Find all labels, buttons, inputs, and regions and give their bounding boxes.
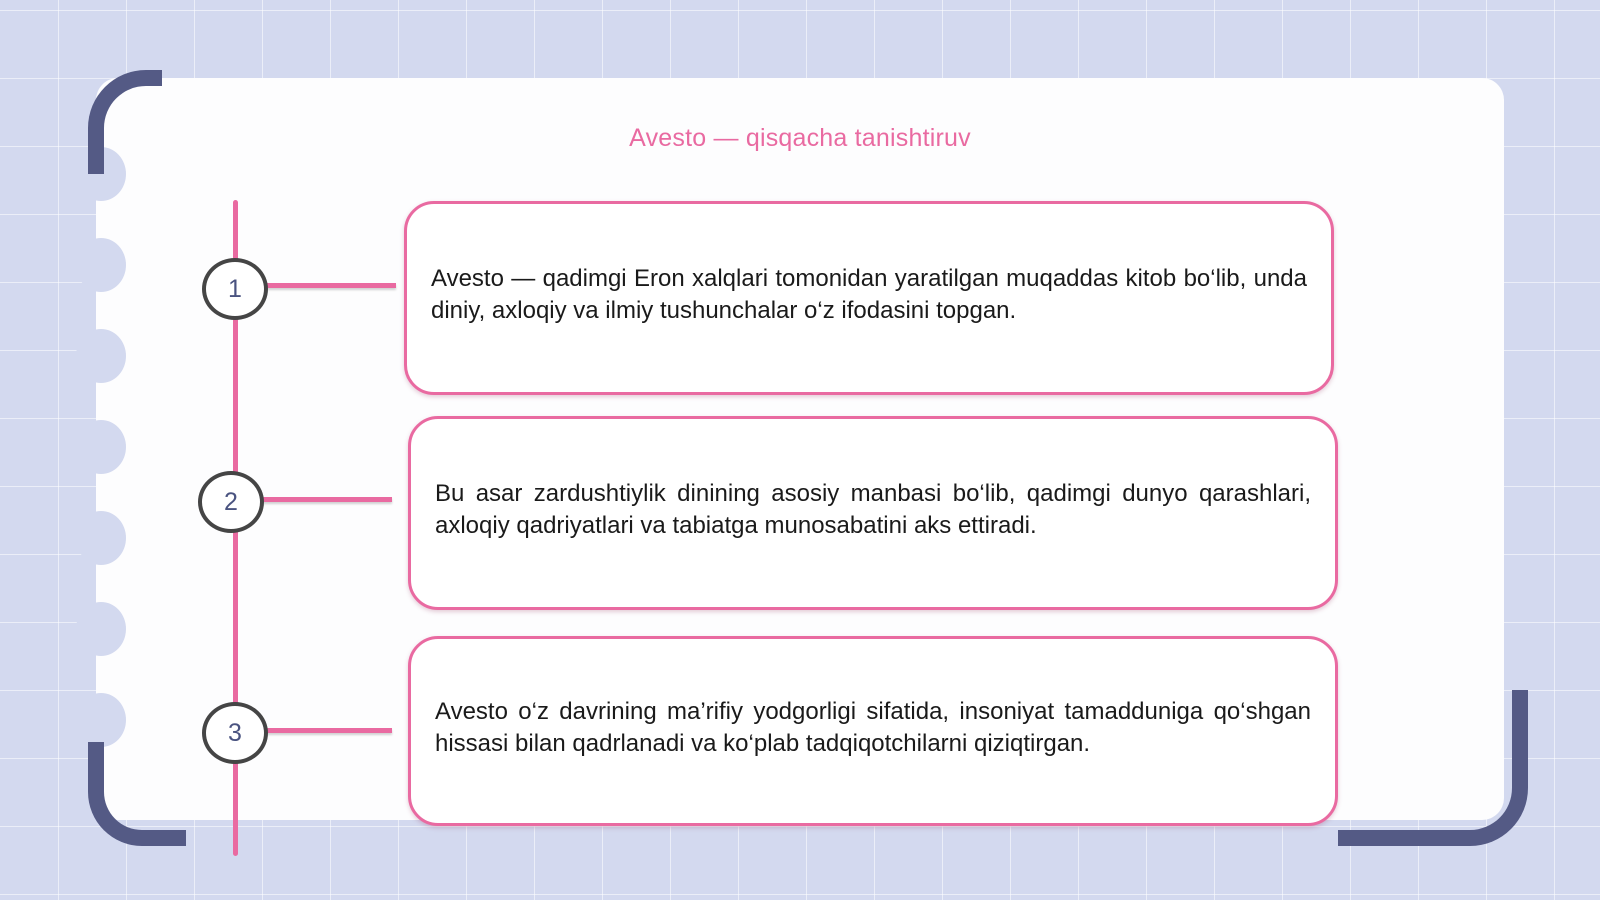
paper-notch <box>76 602 126 656</box>
card-text: Avesto o‘z davrining ma’rifiy yodgorligi sifatida, insoniyat tamadduniga qo‘shgan hissasi bilan qadrlanadi va ko‘plab tadqiqotchilarni qiziqtirgan. <box>435 698 1311 757</box>
frame-corner-bottom-left <box>88 742 186 846</box>
paper-notch <box>76 693 126 747</box>
card-text: Bu asar zardushtiylik dinining asosiy manbasi bo‘lib, qadimgi dunyo qarashlari, axloqiy qadriyatlari va tabiatga munosabatini aks ettiradi. <box>435 480 1311 539</box>
timeline-connector <box>266 728 392 733</box>
paper-notch <box>76 511 126 565</box>
slide-title: Avesto — qisqacha tanishtiruv <box>629 124 971 152</box>
step-number-2: 2 <box>198 471 264 533</box>
timeline-connector <box>262 497 392 502</box>
step-number-1: 1 <box>202 258 268 320</box>
frame-corner-bottom-right <box>1338 690 1528 846</box>
card-text: Avesto — qadimgi Eron xalqlari tomonidan yaratilgan muqaddas kitob bo‘lib, unda diniy, axloqiy va ilmiy tushunchalar o‘z ifodasini topgan. <box>431 265 1307 324</box>
paper-notch <box>76 420 126 474</box>
timeline-card-3 <box>408 636 1338 826</box>
timeline-connector <box>266 283 396 288</box>
frame-corner-top-left <box>88 70 162 174</box>
paper-notch <box>76 329 126 383</box>
paper-notch <box>76 238 126 292</box>
timeline-card-2 <box>408 416 1338 610</box>
timeline-card-1 <box>404 201 1334 395</box>
step-number-3: 3 <box>202 702 268 764</box>
